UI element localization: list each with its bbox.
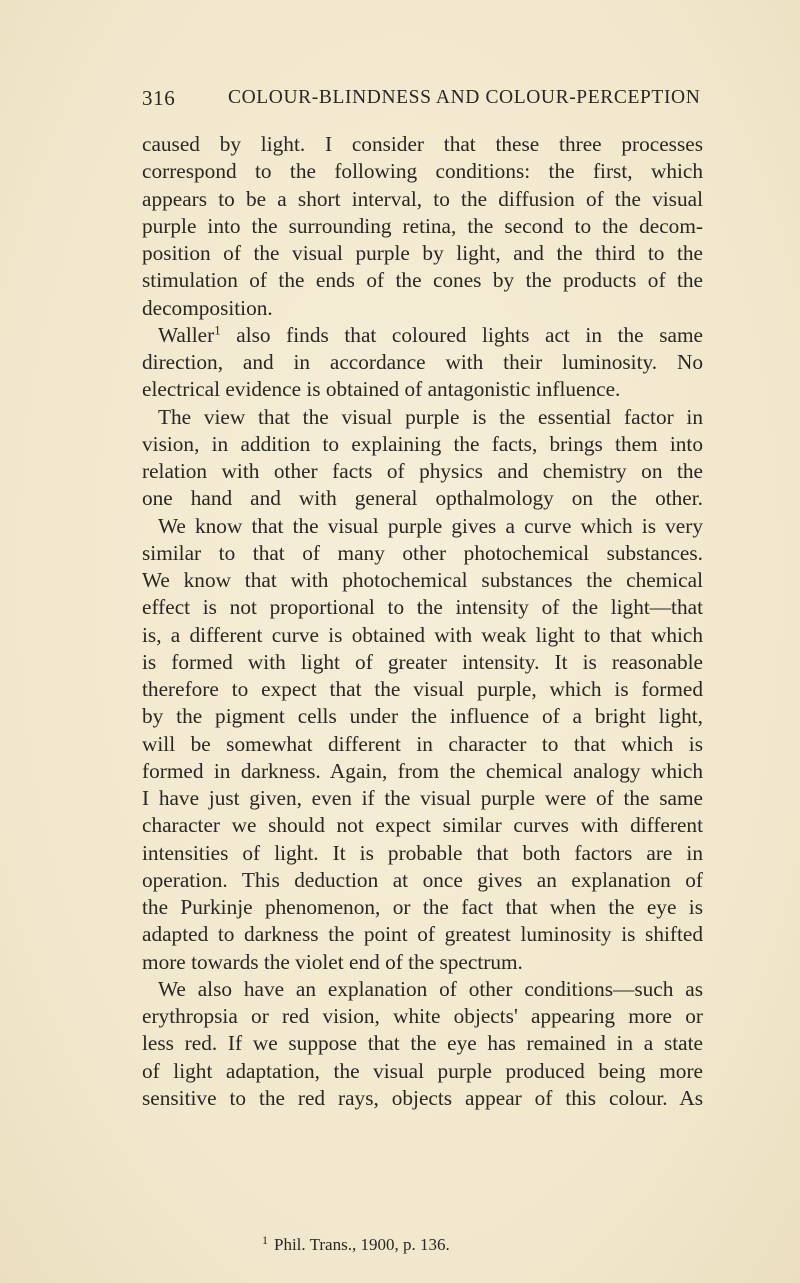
text-line: will be somewhat different in character to that which is [142,731,703,756]
text-line: is, a different curve is obtained with weak light to that which [142,622,703,647]
text-line: effect is not proportional to the intensity of the light—that [142,595,703,620]
page-header [142,86,702,116]
footnote-reference: 1 [214,323,221,338]
text-line: caused by light. I consider that these three processes [142,132,703,156]
running-title: COLOUR-BLINDNESS AND COLOUR-PERCEPTION [228,87,701,108]
text-line: We know that with photochemical substances the chemical [142,568,703,592]
text-line: position of the visual purple by light, and the third to the [142,241,703,265]
text-line: is formed with light of greater intensity. It is reasonable [142,649,703,674]
author-name: Waller [158,322,215,347]
text-line: sensitive to the red rays, objects appear of this colour. As [142,1085,703,1110]
text-line: operation. This deduction at once gives an explanation of [142,867,703,892]
footnote [262,1229,450,1256]
text-line: less red. If we suppose that the eye has remained in a state [142,1031,703,1056]
footnote-text: Phil. Trans., 1900, p. 136. [274,1235,450,1254]
text-line-rest: also finds that coloured lights act in the same [236,322,704,347]
text-line: by the pigment cells under the influence of a bright light, [142,704,703,729]
text-line: vision, in addition to explaining the facts, brings them into [142,431,703,456]
text-line: adapted to darkness the point of greatest luminosity is shifted [142,922,703,947]
body-text [142,131,703,1112]
text-line: erythropsia or red vision, white objects' appearing more or [142,1004,703,1028]
footnote-marker: 1 [262,1233,268,1247]
text-line: appears to be a short interval, to the diffusion of the visual [142,186,703,211]
text-line: I have just given, even if the visual purple were of the same [142,786,703,810]
text-line: therefore to expect that the visual purple, which is formed [142,677,703,701]
text-line: We also have an explanation of other conditions—such as [158,976,703,1001]
text-line: character we should not expect similar curves with different [142,813,703,838]
text-line: more towards the violet end of the spectrum. [142,949,523,974]
text-line: formed in darkness. Again, from the chemical analogy which [142,758,703,783]
text-line: relation with other facts of physics and chemistry on the [142,459,703,483]
text-line: intensities of light. It is probable that both factors are in [142,840,703,865]
text-line: We know that the visual purple gives a curve which is very [158,513,703,538]
text-line: similar to that of many other photochemical substances. [142,540,703,565]
text-line: the Purkinje phenomenon, or the fact that when the eye is [142,895,703,919]
text-line: correspond to the following conditions: the first, which [142,159,703,184]
text-line: of light adaptation, the visual purple produced being more [142,1058,703,1083]
text-line: purple into the surrounding retina, the second to the decom- [142,213,703,238]
text-line-waller [142,322,703,349]
text-line: one hand and with general opthalmology on the other. [142,486,703,511]
page-number: 316 [142,86,176,110]
text-line: electrical evidence is obtained of antagonistic influence. [142,377,621,402]
text-line: decomposition. [142,295,273,320]
text-line: stimulation of the ends of the cones by the products of the [142,268,703,293]
text-line: direction, and in accordance with their luminosity. No [142,350,703,374]
text-line: The view that the visual purple is the essential factor in [158,404,703,429]
